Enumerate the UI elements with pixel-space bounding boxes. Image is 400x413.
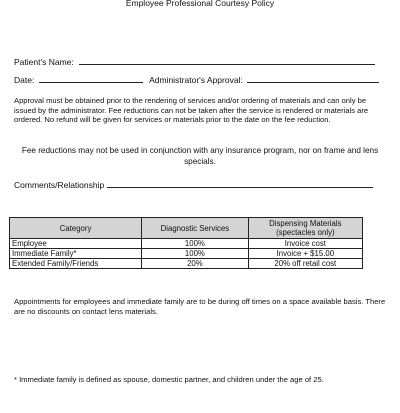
table-row — [10, 239, 363, 249]
patient-name-label: Patient's Name: — [14, 57, 74, 67]
date-admin-row — [14, 73, 379, 85]
appointments-paragraph: Appointments for employees and immediate family are to be during off times on a space available basis. There are no discounts on contact lens materials. — [14, 297, 386, 316]
table-cell-diagnostic: 100% — [142, 249, 249, 259]
header-category: Category — [10, 218, 142, 239]
table-cell-diagnostic: 100% — [142, 239, 249, 249]
table-cell-category: Employee — [10, 239, 142, 249]
table-cell-category: Extended Family/Friends — [10, 259, 142, 269]
patient-name-line[interactable] — [79, 55, 375, 65]
comments-line[interactable] — [107, 178, 373, 188]
fee-table — [9, 217, 363, 269]
admin-approval-line[interactable] — [247, 73, 379, 83]
approval-paragraph: Approval must be obtained prior to the rendering of services and/or ordering of materials and can only be issued by the administrator. Fee reductions can not be taken after the service is rendered or materials are ordered. No refund will be given for services or materials prior to the date on the fee reduction. — [14, 96, 369, 125]
comments-field[interactable] — [14, 178, 373, 190]
table-header-row — [10, 218, 363, 239]
document-title: Employee Professional Courtesy Policy — [125, 0, 275, 8]
admin-approval-label: Administrator's Approval: — [149, 75, 243, 85]
table-cell-category: Immediate Family* — [10, 249, 142, 259]
table-row — [10, 259, 363, 269]
header-diagnostic: Diagnostic Services — [142, 218, 249, 239]
patient-name-field[interactable] — [14, 55, 375, 67]
table-row — [10, 249, 363, 259]
table-cell-diagnostic: 20% — [142, 259, 249, 269]
table-cell-dispensing: Invoice cost — [248, 239, 362, 249]
fee-reduction-note: Fee reductions may not be used in conjunction with any insurance program, nor on frame and lens specials. — [21, 146, 379, 166]
comments-label: Comments/Relationship — [14, 180, 105, 190]
date-line[interactable] — [39, 73, 143, 83]
table-cell-dispensing: Invoice + $15.00 — [248, 249, 362, 259]
date-label: Date: — [14, 75, 35, 85]
table-cell-dispensing: 20% off retail cost — [248, 259, 362, 269]
header-dispensing: Dispensing Materials (spectacles only) — [248, 218, 362, 239]
footnote: * Immediate family is defined as spouse, domestic partner, and children under the age of 25. — [14, 375, 324, 384]
